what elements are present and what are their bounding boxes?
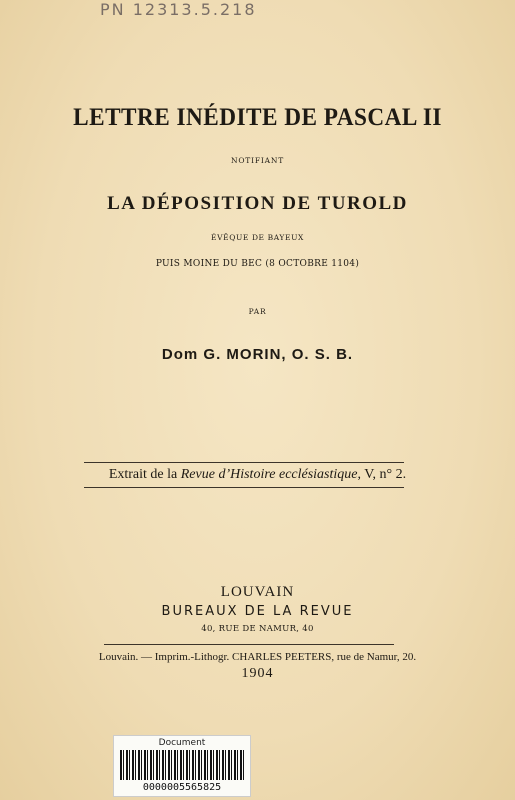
barcode-label — [113, 735, 251, 797]
imprint-address: 40, RUE DE NAMUR, 40 — [201, 624, 314, 634]
imprint-city: LOUVAIN — [220, 584, 295, 600]
notifiant-label: NOTIFIANT — [230, 156, 285, 165]
document-subtitle: LA DÉPOSITION DE TUROLD — [107, 193, 408, 214]
imprint-year: 1904 — [241, 666, 274, 681]
bottom-rule — [84, 487, 404, 488]
shelfmark-handwritten: PN 12313.5.218 — [100, 0, 257, 19]
extrait-suffix: , V, n° 2. — [357, 467, 407, 482]
puis-moine-line: PUIS MOINE DU BEC (8 OCTOBRE 1104) — [155, 259, 360, 269]
author-name: Dom G. MORIN, O. S. B. — [161, 346, 354, 363]
barcode-number: 0000005565825 — [142, 782, 222, 793]
par-label: PAR — [248, 307, 267, 316]
top-rule — [84, 462, 404, 463]
imprint-rule — [104, 644, 394, 645]
extrait-line — [0, 467, 515, 483]
barcode-bars — [120, 750, 244, 780]
journal-name: Revue d’Histoire ecclésiastique — [180, 467, 358, 482]
document-title: LETTRE INÉDITE DE PASCAL II — [73, 104, 442, 131]
imprint-publisher: BUREAUX DE LA REVUE — [161, 604, 354, 619]
barcode-title: Document — [158, 738, 206, 748]
eveque-line: ÉVÊQUE DE BAYEUX — [211, 233, 304, 242]
extrait-prefix: Extrait de la — [108, 467, 181, 482]
imprint-printer: Louvain. — Imprim.-Lithogr. CHARLES PEETERS, rue de Namur, 20. — [98, 651, 417, 663]
